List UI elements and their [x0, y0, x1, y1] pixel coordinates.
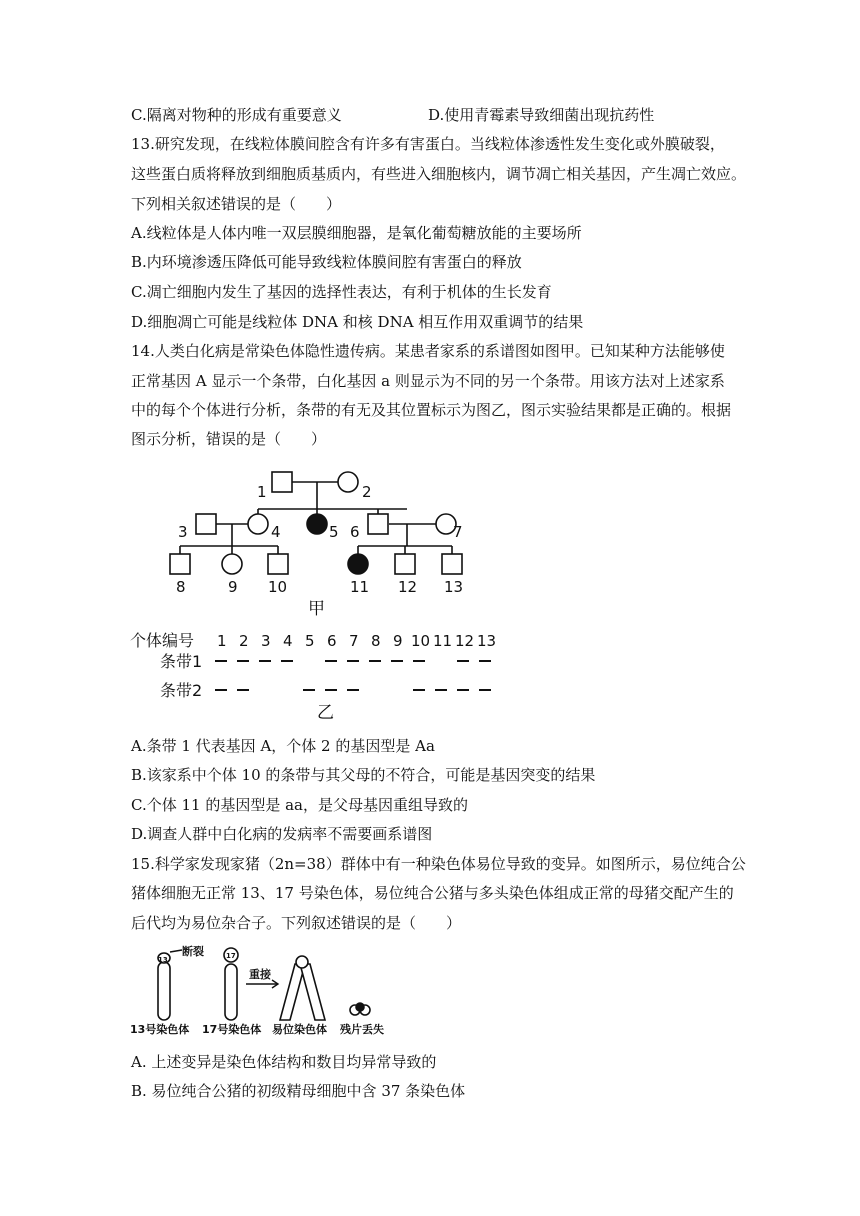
band1-label: 条带1 [160, 652, 203, 671]
label-chr13: 13号染色体 [130, 1023, 190, 1036]
q14-option-d: D.调查人群中白化病的发病率不需要画系谱图 [131, 825, 433, 843]
band-chart-figure [130, 625, 510, 725]
band-individual-number: 6 [327, 632, 337, 650]
q13-stem-line-2: 这些蛋白质将释放到细胞质基质内，有些进入细胞核内，调节凋亡相关基因，产生凋亡效应。 [131, 165, 747, 183]
pedigree-individual-5 [307, 514, 327, 534]
pedigree-label-7: 7 [453, 523, 463, 541]
band-individual-number: 5 [305, 632, 315, 650]
q15-stem-line-1: 15.科学家发现家猪（2n=38）群体中有一种染色体易位导致的变异。如图所示，易位纯合公 [131, 855, 746, 873]
band-individual-number: 11 [433, 632, 453, 650]
label-translocation: 易位染色体 [272, 1023, 327, 1036]
pedigree-label-6: 6 [350, 523, 360, 541]
q15-stem-line-3: 后代均为易位杂合子。下列叙述错误的是（ ） [131, 914, 462, 932]
pedigree-individual-8 [170, 554, 190, 574]
pedigree-individual-2 [338, 472, 358, 492]
pedigree-individual-11 [348, 554, 368, 574]
q13-stem-line-1: 13.研究发现，在线粒体膜间腔含有许多有害蛋白。当线粒体渗透性发生变化或外膜破裂， [131, 135, 725, 153]
q14-stem-line-2: 正常基因 A 显示一个条带，白化基因 a 则显示为不同的另一个条带。用该方法对上述家系 [131, 372, 725, 390]
pedigree-individual-3 [196, 514, 216, 534]
chromosome-13 [158, 962, 170, 1020]
band-individual-number: 10 [411, 632, 431, 650]
translocation-chromosome-left-arm [280, 964, 305, 1020]
pedigree-individual-13 [442, 554, 462, 574]
pedigree-individual-6 [368, 514, 388, 534]
pedigree-label-1: 1 [257, 483, 267, 501]
marker-17: 17 [226, 952, 236, 960]
lost-fragment-center [356, 1003, 364, 1011]
pedigree-label-10: 10 [268, 578, 288, 596]
band-individual-number: 13 [477, 632, 497, 650]
translocation-chromosome-right-arm [300, 964, 325, 1020]
pedigree-label-9: 9 [228, 578, 238, 596]
q13-option-c: C.凋亡细胞内发生了基因的选择性表达，有利于机体的生长发育 [131, 283, 552, 301]
pedigree-label-13: 13 [444, 578, 464, 596]
band-individual-number: 12 [455, 632, 475, 650]
pedigree-individual-12 [395, 554, 415, 574]
q14-stem-line-1: 14.人类白化病是常染色体隐性遗传病。某患者家系的系谱图如图甲。已知某种方法能够使 [131, 342, 725, 360]
label-rejoin: 重接 [249, 968, 271, 981]
q14-option-b: B.该家系中个体 10 的条带与其父母的不符合，可能是基因突变的结果 [131, 766, 596, 784]
q14-option-a: A.条带 1 代表基因 A，个体 2 的基因型是 Aa [131, 737, 435, 755]
pedigree-individual-9 [222, 554, 242, 574]
band-individual-number: 3 [261, 632, 271, 650]
pedigree-caption: 甲 [308, 599, 325, 619]
band-individual-number: 1 [217, 632, 227, 650]
q13-option-b: B.内环境渗透压降低可能导致线粒体膜间腔有害蛋白的释放 [131, 253, 522, 271]
q12-option-d: D.使用青霉素导致细菌出现抗药性 [428, 106, 655, 124]
q14-stem-line-4: 图示分析，错误的是（ ） [131, 430, 327, 448]
q14-option-c: C.个体 11 的基因型是 aa，是父母基因重组导致的 [131, 796, 468, 814]
q12-option-c: C.隔离对物种的形成有重要意义 [131, 106, 342, 124]
q14-stem-line-3: 中的每个个体进行分析，条带的有无及其位置标示为图乙，图示实验结果都是正确的。根据 [131, 401, 732, 419]
chromosome-17 [225, 964, 237, 1020]
pedigree-individual-1 [272, 472, 292, 492]
band-individual-number: 4 [283, 632, 293, 650]
pedigree-label-3: 3 [178, 523, 188, 541]
band-individual-number: 7 [349, 632, 359, 650]
band-chart-caption: 乙 [317, 703, 334, 723]
q15-option-b: B. 易位纯合公猪的初级精母细胞中含 37 条染色体 [131, 1082, 466, 1100]
band2-label: 条带2 [160, 681, 203, 700]
q15-option-a: A. 上述变异是染色体结构和数目均异常导致的 [131, 1053, 437, 1071]
pedigree-figure [160, 462, 500, 622]
band-individual-number: 2 [239, 632, 249, 650]
q12-options-row [131, 104, 731, 126]
q13-stem-line-3: 下列相关叙述错误的是（ ） [131, 195, 342, 213]
band-header-label: 个体编号 [130, 631, 195, 650]
pedigree-label-11: 11 [350, 578, 370, 596]
translocation-figure [130, 944, 430, 1036]
label-fragment: 残片丢失 [340, 1023, 384, 1036]
pedigree-label-5: 5 [329, 523, 339, 541]
translocation-centromere [296, 956, 308, 968]
band-individual-number: 8 [371, 632, 381, 650]
label-break: 断裂 [182, 945, 204, 958]
pedigree-label-8: 8 [176, 578, 186, 596]
label-chr17: 17号染色体 [202, 1023, 262, 1036]
pedigree-label-2: 2 [362, 483, 372, 501]
pedigree-label-4: 4 [271, 523, 281, 541]
q13-option-d: D.细胞凋亡可能是线粒体 DNA 和核 DNA 相互作用双重调节的结果 [131, 313, 584, 331]
pedigree-individual-4 [248, 514, 268, 534]
marker-13: 13 [158, 956, 168, 964]
q13-option-a: A.线粒体是人体内唯一双层膜细胞器，是氧化葡萄糖放能的主要场所 [131, 224, 582, 242]
pedigree-label-12: 12 [398, 578, 418, 596]
pedigree-individual-10 [268, 554, 288, 574]
q15-stem-line-2: 猪体细胞无正常 13、17 号染色体，易位纯合公猪与多头染色体组成正常的母猪交配产生的 [131, 884, 734, 902]
band-individual-number: 9 [393, 632, 403, 650]
